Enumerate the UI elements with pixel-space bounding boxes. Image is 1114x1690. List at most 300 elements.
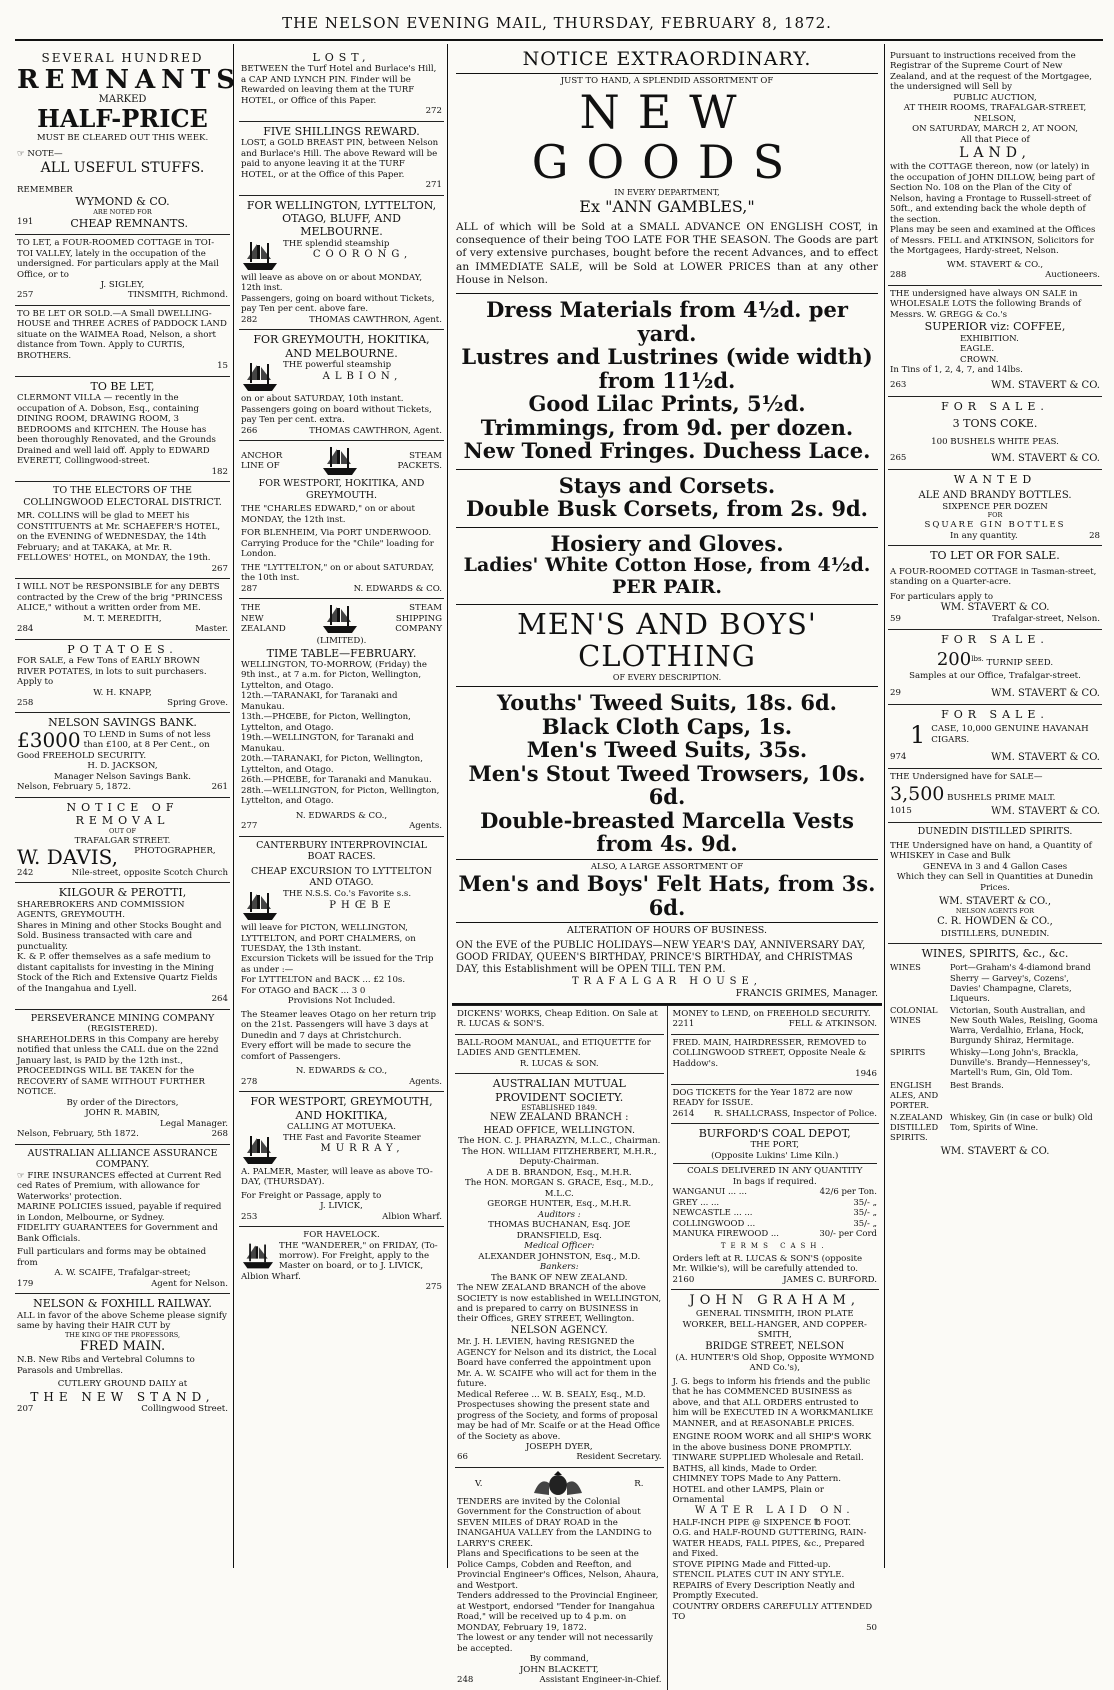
ad-line: OF EVERY DESCRIPTION.: [612, 672, 722, 682]
ad-text: THE "CHARLES EDWARD," on or about MONDAY, the 12th inst.: [241, 504, 416, 525]
masthead-rule: [15, 39, 1103, 41]
ad-clermont: [15, 377, 230, 482]
ad-ballroom: [455, 1035, 664, 1074]
service-line: STOVE PIPING Made and Fitted-up.: [672, 1559, 831, 1570]
ad-title: BURFORD'S COAL DEPOT,: [698, 1127, 851, 1141]
ad-signer: A. W. SCAIFE, Trafalgar-street;: [54, 1268, 191, 1279]
brand-name: CROWN.: [960, 354, 999, 365]
ad-reward: [239, 122, 444, 196]
ad-quantity: 1: [910, 721, 926, 750]
ad-line: WATER LAID ON.: [694, 1505, 855, 1517]
wine-list: Best Brands.: [950, 1079, 1004, 1090]
ad-text: Passengers, going on board without Tickets, pay Ten per cent. above fare.: [241, 293, 435, 315]
ad-murray: [239, 1092, 444, 1227]
ad-title: PROVIDENT SOCIETY.: [495, 1090, 624, 1104]
ad-subtitle: GENERAL TINSMITH, IRON PLATE WORKER, BELL-HANGER, AND COPPER-SMITH,: [682, 1309, 867, 1341]
service-line: CHIMNEY TOPS Made to Any Pattern.: [672, 1474, 841, 1485]
ad-text: K. & P. offer themselves as a safe medium to distant capitalists for investing in the Mining Stock of the Rich and Extensive Quartz Fields of the Inangahua and Lyell.: [17, 952, 218, 994]
ad-unit: lbs.: [971, 655, 984, 664]
ad-turnip-seed: [888, 630, 1102, 705]
ad-line: SIXPENCE PER DOZEN: [942, 501, 1048, 512]
service-line: STENCIL PLATES CUT IN ANY STYLE.: [672, 1570, 845, 1581]
price-line: Black Cloth Caps, 1s.: [541, 713, 793, 739]
ad-role: Auctioneers.: [1045, 270, 1100, 281]
ad-line: ☞ NOTE—: [17, 149, 63, 160]
ad-line: THE KING OF THE PROFESSORS,: [64, 1330, 181, 1339]
ad-to-be-let-or-sold: [15, 306, 230, 377]
ad-line: ANCHOR: [241, 450, 283, 461]
ad-subtitle: CHEAP EXCURSION TO LYTTELTON AND OTAGO.: [251, 865, 432, 889]
ad-role: Resident Secretary.: [576, 1452, 662, 1463]
ad-title: TIME TABLE—FEBRUARY.: [266, 646, 417, 660]
ad-signer: JOSEPH DYER,: [525, 1442, 593, 1452]
price-line: Men's Tweed Suits, 35s.: [526, 737, 808, 763]
ad-line: All that Piece of: [960, 134, 1030, 145]
ad-kilgour: [15, 883, 230, 1009]
ad-john-graham: [671, 1290, 880, 1637]
ad-title: FOR GREYMOUTH, HOKITIKA, AND MELBOURNE.: [253, 333, 430, 360]
ad-removal: [15, 798, 230, 884]
ad-fred-main: [671, 1035, 880, 1085]
ad-line: ARE NOTED FOR: [93, 207, 152, 216]
ad-text: TO BE LET OR SOLD.—A Small DWELLING-HOUSE and THREE ACRES of PADDOCK LAND situate on the WAIMEA Road, Nelson, a short distance from Town. Apply to CURTIS, BROTHERS.: [17, 308, 227, 361]
wine-row: [890, 962, 1100, 1002]
brand-name: EXHIBITION.: [960, 333, 1019, 344]
ad-coal-depot: [671, 1124, 880, 1290]
wine-row: [890, 1080, 1100, 1110]
ad-line: By command,: [529, 1654, 589, 1665]
ad-agent: N. EDWARDS & CO.,: [295, 810, 388, 821]
ad-text: SHAREHOLDERS in this Company are hereby notified that unless the CALL due on the 22nd January last, is PAID by the 12th inst., PROCEEDINGS WILL BE TAKEN for the RECOVERY of SAME WITHOUT FURTHER NOTICE.: [17, 1034, 219, 1098]
price-row: [673, 1198, 878, 1208]
ad-agent: J. LIVICK,: [320, 1201, 363, 1212]
ad-title: AUSTRALIAN MUTUAL: [492, 1077, 626, 1091]
ad-firm: WM. STAVERT & CO.,: [946, 259, 1044, 270]
service-line: HALF-INCH PIPE @ SIXPENCE ℔ FOOT.: [672, 1517, 851, 1528]
ad-title: FOR WESTPORT, HOKITIKA, AND GREYMOUTH.: [258, 478, 425, 501]
service-line: BATHS, all kinds, Made to Order.: [672, 1463, 818, 1474]
price-line: Stays and Corsets.: [558, 472, 776, 498]
ad-line: CASE, 10,000 GENUINE HAVANAH CIGARS.: [931, 724, 1089, 745]
ad-title: AUSTRALIAN ALLIANCE ASSURANCE COMPANY.: [27, 1147, 218, 1171]
ad-text: Prospectuses showing the present state and progress of the Society, and forms of proposal may be had of Mr. Scaife or at the Head Office of the Society as above.: [457, 1400, 661, 1442]
price-line: Trimmings, from 9d. per dozen.: [480, 414, 854, 440]
ad-firm: WM. STAVERT & CO.: [991, 453, 1100, 465]
ad-number: 257: [17, 290, 34, 301]
timetable-line: 12th.—TARANAKI, for Taranaki and Manukau.: [241, 691, 398, 712]
price-row: [673, 1208, 878, 1218]
ad-railway: [15, 1294, 230, 1419]
ad-number: 267: [211, 563, 228, 574]
column-rule: [233, 44, 234, 1568]
timetable-line: 13th.—PHŒBE, for Picton, Wellington, Lyttelton, and Otago.: [241, 712, 411, 733]
ad-line: Which they can Sell in Quantities at Dunedin Prices.: [896, 872, 1094, 893]
ad-electors: [15, 482, 230, 579]
column-3-lower: [452, 1005, 882, 1690]
price-row: [673, 1229, 878, 1239]
ad-line: ALEXANDER JOHNSTON, Esq., M.D.: [478, 1251, 641, 1262]
timetable-line: 26th.—PHŒBE, for Taranaki and Manukau.: [241, 775, 432, 786]
ad-text: Pursuant to instructions received from the Registrar of the Supreme Court of New Zealand, and at the request of the Mortgagee, the undersigned will Sell by: [890, 51, 1092, 93]
ad-text: on or about SATURDAY, 10th instant.: [241, 394, 404, 405]
ad-text: The Steamer leaves Otago on her return trip on the 21st. Passengers will have 3 days at Dunedin and 7 days at Christchurch.: [241, 1009, 437, 1041]
ad-text: ON the EVE of the PUBLIC HOLIDAYS—NEW YEAR'S DAY, ANNIVERSARY DAY, GOOD FRIDAY, QUEEN'S BIRTHDAY, PRINCE'S BIRTHDAY, and CHRISTMAS DAY, this Establishment will be OPEN TILL TEN P.M.: [456, 939, 866, 975]
ad-text: DOG TICKETS for the Year 1872 are now READY for ISSUE.: [672, 1087, 853, 1109]
ad-auction: [888, 48, 1102, 286]
ad-line: NELSON AGENTS FOR: [955, 907, 1035, 916]
ad-line: PACKETS.: [397, 461, 442, 472]
ad-line: R.: [634, 1478, 644, 1489]
ad-trade: PHOTOGRAPHER,: [134, 846, 216, 856]
ad-text: TENDERS are invited by the Colonial Government for the Construction of about SEVEN MILES of DRAY ROAD in the INANGAHUA VALLEY from the LANDING to LARRY'S CREEK.: [457, 1496, 652, 1549]
ad-line: SHIPPING: [395, 613, 442, 624]
wine-list: Victorian, South Australian, and New South Wales, Reisling, Gooma Warra, Verdalhio, Erlana, Hock, Burgundy Shiraz, Hermitage.: [950, 1004, 1098, 1046]
ad-number: 253: [241, 1211, 258, 1222]
ad-agent: N. EDWARDS & CO.,: [295, 1066, 388, 1077]
ad-number: 50: [866, 1622, 877, 1633]
wine-category: COLONIAL WINES: [890, 1004, 938, 1025]
ad-text: Plans may be seen and examined at the Offices of Messrs. FELL and ATKINSON, Solicitors for the Mortgagees, Hardy-street, Nelson.: [890, 225, 1096, 257]
price-row: [673, 1219, 878, 1229]
ad-agent: THOMAS CAWTHRON, Agent.: [309, 425, 442, 436]
ad-line: ESTABLISHED 1849.: [521, 1103, 598, 1112]
ad-text: CLERMONT VILLA — recently in the occupation of A. Dobson, Esq., containing DINING ROOM, DRAWING ROOM, 3 BEDROOMS and KITCHEN. The House has been thoroughly Renovated, and the Grounds Drained and well laid off. Apply to EDWARD EVERETT, Collingwood-street.: [17, 393, 216, 467]
ad-text: For Freight or Passage, apply to: [241, 1190, 382, 1201]
ad-text: THE Undersigned have on hand, a Quantity of WHISKEY in Case and Bulk: [890, 840, 1092, 862]
ad-line: 3 TONS COKE.: [952, 417, 1038, 431]
ad-title: POTATOES.: [67, 642, 178, 656]
steamship-icon: [312, 444, 368, 478]
ad-text: BETWEEN the Turf Hotel and Burlace's Hill, a CAP AND LYNCH PIN. Finder will be Rewarded on leaving them at the TURF HOTEL, or Office of this Paper.: [241, 64, 437, 106]
ad-number: 1946: [855, 1069, 877, 1080]
ad-number: 191: [17, 216, 34, 227]
steamship-icon: [241, 889, 279, 923]
ad-firm: WYMOND & CO.: [75, 195, 170, 209]
ad-firm: R. LUCAS & SON.: [519, 1058, 599, 1069]
ad-text: Excursion Tickets will be issued for the Trip as under :—: [241, 954, 434, 975]
ad-firm: C. R. HOWDEN & CO.,: [937, 916, 1053, 928]
price-value: 42/6 per Ton.: [819, 1187, 877, 1198]
price-item: WANGANUI ... ...: [672, 1187, 747, 1198]
ad-number: 268: [211, 1129, 228, 1140]
ad-text: Orders left at R. LUCAS & SON'S (opposite Mr. Wilkie's), will be carefully attended to.: [672, 1253, 863, 1275]
fare-line: For OTAGO and BACK ... 3 0: [241, 985, 366, 996]
ad-text: THE undersigned have always ON SALE in WHOLESALE LOTS the following Brands of Messrs. W. GREGG & Co.'s: [890, 288, 1082, 320]
ad-line: GENEVA in 3 and 4 Gallon Cases: [922, 861, 1068, 872]
column-rule: [447, 44, 448, 1568]
ad-line: (LIMITED).: [316, 636, 367, 647]
ad-line: TERMS CASH.: [720, 1242, 829, 1251]
timetable-line: 28th.—WELLINGTON, for Picton, Wellington, Lyttelton, and Otago.: [241, 785, 440, 807]
ad-text: MONEY to LEND, on FREEHOLD SECURITY.: [672, 1008, 871, 1019]
ad-coffee: [888, 286, 1102, 397]
ad-line: V.: [475, 1478, 483, 1489]
ad-name: W. DAVIS,: [17, 845, 118, 869]
ad-text: THE Undersigned have for SALE—: [890, 772, 1043, 783]
ad-amp-society: [455, 1074, 664, 1468]
ad-label: Auditors :: [537, 1209, 581, 1220]
ad-role: Master.: [195, 624, 228, 635]
ad-signer: R. SHALLCRASS, Inspector of Police.: [714, 1108, 877, 1119]
ad-text: will leave for PICTON, WELLINGTON, LYTTELTON, and PORT CHALMERS, on TUESDAY, the 13th instant.: [241, 923, 416, 954]
ad-role: Agent for Nelson.: [151, 1278, 228, 1289]
ad-house: TRAFALGAR HOUSE,: [572, 975, 762, 987]
ad-text: TO LET, a FOUR-ROOMED COTTAGE in TOI-TOI VALLEY, lately in the occupation of the undersigned. For particulars apply at the Mail Office, or to: [17, 238, 219, 280]
ad-line: COALS DELIVERED IN ANY QUANTITY: [673, 1163, 878, 1176]
ad-text: THE "WANDERER," on FRIDAY, (To-morrow). For Freight, apply to the Master on board, or to J. LIVICK, Albion Wharf.: [241, 1240, 438, 1282]
ad-title: TO LET OR FOR SALE.: [930, 549, 1060, 563]
ad-dog-tickets: [671, 1085, 880, 1124]
ad-number: 242: [17, 868, 34, 878]
ad-signer: M. T. MEREDITH,: [83, 613, 162, 624]
price-line: Ladies' White Cotton Hose, from 4½d. PER PAIR.: [463, 554, 871, 598]
ad-agent: THOMAS CAWTHRON, Agent.: [309, 314, 442, 325]
ad-trafalgar-house: [452, 48, 882, 1000]
price-line: Hosiery and Gloves.: [550, 530, 784, 556]
ad-number: 29: [890, 687, 901, 698]
ad-line: SQUARE GIN BOTTLES: [924, 520, 1066, 531]
ad-line: In bags if required.: [732, 1176, 817, 1187]
ad-text: FIDELITY GUARANTEES for Government and Bank Officials.: [17, 1223, 218, 1244]
board-line: The HON. MORGAN S. GRACE, Esq., M.D., M.L.C.: [464, 1178, 654, 1199]
ad-text: J. G. begs to inform his friends and the public that he has COMMENCED BUSINESS as above, and that ALL ORDERS entrusted to him will be EXECUTED IN A WORKMANLIKE MANNER, and at REASONABLE PRICES.: [672, 1376, 874, 1429]
ad-amount: £3000: [17, 727, 81, 752]
ad-line: AT THEIR ROOMS, TRAFALGAR-STREET, NELSON,: [903, 103, 1087, 124]
ad-line: For particulars apply to: [890, 591, 993, 602]
ad-dickens: [455, 1006, 664, 1035]
ad-number: 248: [457, 1675, 474, 1686]
ad-number: 2160: [672, 1274, 695, 1285]
ad-text: MARINE POLICIES issued, payable if required in London, Melbourne, or Sydney.: [17, 1202, 222, 1223]
ad-role: Legal Manager.: [160, 1118, 228, 1129]
ad-subtitle: HEAD OFFICE, WELLINGTON.: [483, 1124, 635, 1136]
ad-line: The BANK OF NEW ZEALAND.: [490, 1272, 628, 1283]
ad-alliance: [15, 1145, 230, 1294]
ad-text: Tenders addressed to the Provincial Engineer, at Westport, endorsed "Tender for Inangahua Road," will be received up to 4 p.m. on MONDAY, February 19, 1872.: [457, 1591, 659, 1633]
ad-line: NEW: [241, 613, 264, 624]
ad-subtitle: NELSON AGENCY.: [510, 1324, 608, 1336]
ship-name: ALBION,: [322, 370, 403, 382]
ad-title: LOST,: [312, 51, 371, 64]
ad-title: FOR SALE.: [941, 399, 1049, 413]
ad-signer: JOHN BLACKETT,: [519, 1664, 599, 1675]
ad-place: Albion Wharf.: [382, 1211, 442, 1222]
steamship-icon: [241, 1133, 279, 1167]
ad-dunedin-spirits: [888, 823, 1102, 944]
ad-title: NELSON SAVINGS BANK.: [48, 716, 197, 730]
subcolumn-right: [667, 1006, 883, 1690]
ad-number: 271: [425, 180, 442, 191]
ad-text: Passengers going on board without Tickets, pay Ten per cent. extra.: [241, 404, 432, 426]
ad-text: Plans and Specifications to be seen at the Police Camps, Cobden and Reefton, and Provincial Engineer's Offices, Nelson, Ahaura, and Westport.: [457, 1549, 659, 1591]
ad-number: 263: [890, 379, 907, 390]
ad-subtitle: NEW ZEALAND BRANCH :: [489, 1112, 629, 1124]
fare-line: For LYTTELTON and BACK ... £2 10s.: [241, 975, 406, 986]
ad-firm: WM. STAVERT & CO.: [940, 602, 1050, 614]
ad-money-to-lend: [671, 1006, 880, 1035]
ad-number: 287: [241, 583, 258, 594]
ad-date: Nelson, February, 5th 1872.: [17, 1129, 139, 1140]
ad-firm: WM. STAVERT & CO.: [991, 752, 1100, 764]
ad-line: In any quantity.: [950, 530, 1018, 541]
wine-list: Whisky—Long John's, Brackla, Dunville's. Brandy—Hennessey's, Martell's Rum, Gin, Old Tom.: [950, 1047, 1091, 1078]
ad-role: Agents.: [409, 1076, 442, 1087]
ship-name: PHŒBE: [329, 899, 396, 911]
ad-albion: [239, 330, 444, 441]
ad-line: (A. HUNTER'S Old Shop, Opposite WYMOND AND Co.'s),: [675, 1352, 875, 1374]
ad-line: REMEMBER: [17, 184, 73, 195]
ad-number: 277: [241, 821, 258, 832]
ad-line: ALE AND BRANDY BOTTLES.: [918, 489, 1072, 501]
brand-name: EAGLE.: [960, 344, 995, 355]
ad-line: ALSO, A LARGE ASSORTMENT OF: [456, 859, 878, 872]
ad-line: In Tins of 1, 2, 4, 7, and 14lbs.: [890, 365, 1023, 376]
steamship-icon: [312, 602, 368, 636]
ad-number: 282: [241, 314, 258, 325]
ad-subtitle: SHAREBROKERS AND COMMISSION AGENTS, GREYMOUTH.: [17, 899, 185, 921]
ad-date: Nelson, February 5, 1872.: [17, 782, 132, 793]
ad-signer: J. SIGLEY,: [100, 280, 145, 290]
ad-text: FOR SALE, a Few Tons of EARLY BROWN RIVER POTATES, in lots to suit purchasers. Apply to: [17, 656, 207, 688]
ad-line: LINE OF: [241, 461, 280, 472]
ad-title: WINES, SPIRITS, &c., &c.: [921, 946, 1069, 960]
ad-title: FOR HAVELOCK.: [303, 1230, 380, 1241]
ad-line: OUT OF: [108, 826, 137, 835]
column-rule: [884, 44, 885, 1568]
ad-line: ON SATURDAY, MARCH 2, AT NOON,: [912, 124, 1078, 135]
ad-havelock: [239, 1227, 444, 1297]
ad-to-let-cottage: [15, 235, 230, 306]
ad-signer: JOHN R. MABIN,: [85, 1108, 160, 1119]
ad-title: TO BE LET,: [90, 379, 155, 393]
ad-text: ALL in favor of the above Scheme please signify same by having their HAIR CUT by: [17, 1310, 227, 1332]
ship-name: MURRAY,: [320, 1143, 405, 1155]
ad-number: 275: [425, 1282, 442, 1293]
steamship-icon: [241, 239, 279, 273]
ad-headline: NEW GOODS: [531, 84, 803, 190]
ad-headline: HALF-PRICE: [37, 104, 208, 134]
ad-text: Shares in Mining and other Stocks Bought and Sold. Business transacted with care and punctuality.: [17, 920, 222, 952]
ad-line: THE PORT,: [750, 1140, 800, 1151]
ad-text: N.B. New Ribs and Vertebral Columns to Parasols and Umbrellas.: [17, 1355, 195, 1376]
ad-headline: MEN'S AND BOYS' CLOTHING: [517, 606, 817, 673]
ad-line: Samples at our Office, Trafalgar-street.: [909, 671, 1081, 682]
ad-line: Provisions Not Included.: [287, 996, 396, 1007]
board-line: The HON. C. J. PHARAZYN, M.L.C., Chairman.: [458, 1136, 661, 1147]
ad-title: FOR WESTPORT, GREYMOUTH, AND HOKITIKA,: [250, 1095, 433, 1122]
ad-line: Medical Referee ... W. B. SEALY, Esq., M.D.: [457, 1389, 646, 1400]
ad-title: TO THE ELECTORS OF THE COLLINGWOOD ELECTORAL DISTRICT.: [23, 485, 222, 508]
ad-agent: N. EDWARDS & CO.: [353, 583, 442, 594]
ad-signer: JAMES C. BURFORD.: [783, 1274, 877, 1285]
ad-number: 264: [211, 994, 228, 1005]
ad-line: CHEAP REMNANTS.: [70, 216, 188, 230]
ad-cigars: [888, 705, 1102, 770]
ad-number: 278: [241, 1076, 258, 1087]
ad-title: FOR SALE.: [941, 707, 1049, 721]
ad-quantity: 200: [936, 649, 972, 671]
ad-title: WANTED: [953, 473, 1037, 487]
ad-firm: WM. STAVERT & CO.: [991, 687, 1100, 699]
price-value: 35/- „: [853, 1218, 877, 1229]
ad-number: 2614: [672, 1108, 695, 1119]
service-line: COUNTRY ORDERS CAREFULLY ATTENDED TO: [672, 1601, 873, 1623]
ad-address: Collingwood Street.: [141, 1404, 228, 1415]
ad-text: The lowest or any tender will not necessarily be accepted.: [457, 1633, 653, 1654]
ad-number: 265: [890, 453, 907, 464]
ad-tenders: [455, 1468, 664, 1690]
service-line: O.G. and HALF-ROUND GUTTERING, RAIN-WATER HEADS, FALL PIPES, &c., Prepared and Fixed.: [672, 1528, 867, 1560]
ad-firm: WM. STAVERT & CO.: [991, 379, 1100, 391]
ad-title: NOTICE OF REMOVAL: [66, 800, 179, 828]
price-line: Youths' Tweed Suits, 18s. 6d.: [497, 690, 837, 716]
wine-row: [890, 1047, 1100, 1077]
price-line: Double Busk Corsets, from 2s. 9d.: [466, 496, 868, 522]
price-value: 30/- per Cord: [819, 1228, 877, 1239]
ad-text: I WILL NOT be RESPONSIBLE for any DEBTS contracted by the Crew of the brig "PRINCESS ALICE," without a written order from ME.: [17, 582, 223, 614]
ad-text: THE "LYTTELTON," on or about SATURDAY, the 10th inst.: [241, 562, 435, 584]
ad-number: 28: [1089, 530, 1100, 541]
ad-line: IN EVERY DEPARTMENT,: [614, 187, 720, 197]
ad-line: STEAM: [409, 450, 442, 461]
ad-firm: WM. STAVERT & CO.: [991, 806, 1100, 818]
ad-boat-races: [239, 837, 444, 1093]
ad-intro: THE Fast and Favorite Steamer: [283, 1132, 421, 1143]
ad-line: By order of the Directors,: [66, 1097, 179, 1108]
price-value: 35/- „: [853, 1197, 877, 1208]
ad-number: 207: [17, 1404, 34, 1415]
ad-text: ALL of which will be Sold at a SMALL ADVANCE ON ENGLISH COST, in consequence of their being TOO LATE FOR THE SEASON. The Goods are part of very extensive purchases, bought before the recent Advances, and to effect an IMMEDIATE SALE, will be Sold at LOWER PRICES than at any other House in Nelson.: [456, 220, 878, 286]
ad-line: CUTLERY GROUND DAILY at: [57, 1379, 188, 1390]
ad-role: Manager Nelson Savings Bank.: [54, 771, 191, 782]
ad-line: BRIDGE STREET, NELSON: [705, 1340, 845, 1352]
ad-coke: [888, 397, 1102, 470]
timetable-line: 20th.—TARANAKI, for Picton, Wellington, Lyttelton, and Otago.: [241, 754, 423, 775]
price-item: NEWCASTLE ... ...: [672, 1208, 753, 1219]
ad-perseverance: [15, 1010, 230, 1145]
ad-signer: H. D. JACKSON,: [87, 761, 158, 772]
ad-headline: REMNANTS: [17, 64, 242, 95]
ad-text: TO LEND in Sums of not less than £100, at 8 Per Cent., on Good FREEHOLD SECURITY.: [17, 729, 211, 761]
ad-number: 266: [241, 425, 258, 436]
column-2: [239, 48, 444, 1568]
wine-row: [890, 1112, 1100, 1142]
price-line: Men's Stout Tweed Trowsers, 10s. 6d.: [468, 760, 866, 810]
ad-signer: W. H. KNAPP,: [93, 687, 152, 698]
ad-line: TURNIP SEED.: [986, 658, 1054, 669]
ad-line: BUSHELS PRIME MALT.: [947, 792, 1056, 803]
price-line: Dress Materials from 4½d. per yard.: [486, 297, 848, 346]
ad-ship: Ex "ANN GAMBLES,": [579, 197, 755, 217]
wine-row: [890, 1005, 1100, 1045]
ad-place: TINSMITH, Richmond.: [127, 290, 228, 301]
ad-label: Medical Officer:: [524, 1241, 595, 1252]
board-line: GEORGE HUNTER, Esq., M.H.R.: [487, 1199, 632, 1210]
ad-text: Mr. J. H. LEVIEN, having RESIGNED the AGENCY for Nelson and its district, the Local Board have conferred the appointment upon Mr. A. W. SCAIFE who will act for them in the future.: [457, 1337, 657, 1390]
ad-text: Every effort will be made to secure the comfort of Passengers.: [241, 1041, 412, 1062]
ad-text: Full particulars and forms may be obtained from: [17, 1247, 207, 1268]
ad-number: 179: [17, 1278, 34, 1289]
ad-line: THOMAS BUCHANAN, Esq. JOE DRANSFIELD, Esq.: [488, 1220, 631, 1241]
ad-to-let-or-sale: [888, 546, 1102, 630]
price-line: Lustres and Lustrines (wide width) from 11½d.: [461, 344, 873, 393]
price-line: Good Lilac Prints, 5½d.: [528, 391, 806, 417]
subcolumn-left: [452, 1006, 667, 1690]
ad-text: FOR BLENHEIM, Via PORT UNDERWOOD. Carrying Produce for the "Chile" loading for London.: [241, 528, 434, 560]
wine-category: WINES: [890, 962, 921, 973]
ad-subtitle: CALLING AT MOTUEKA.: [286, 1122, 396, 1133]
ad-intro: THE splendid steamship: [283, 238, 390, 249]
